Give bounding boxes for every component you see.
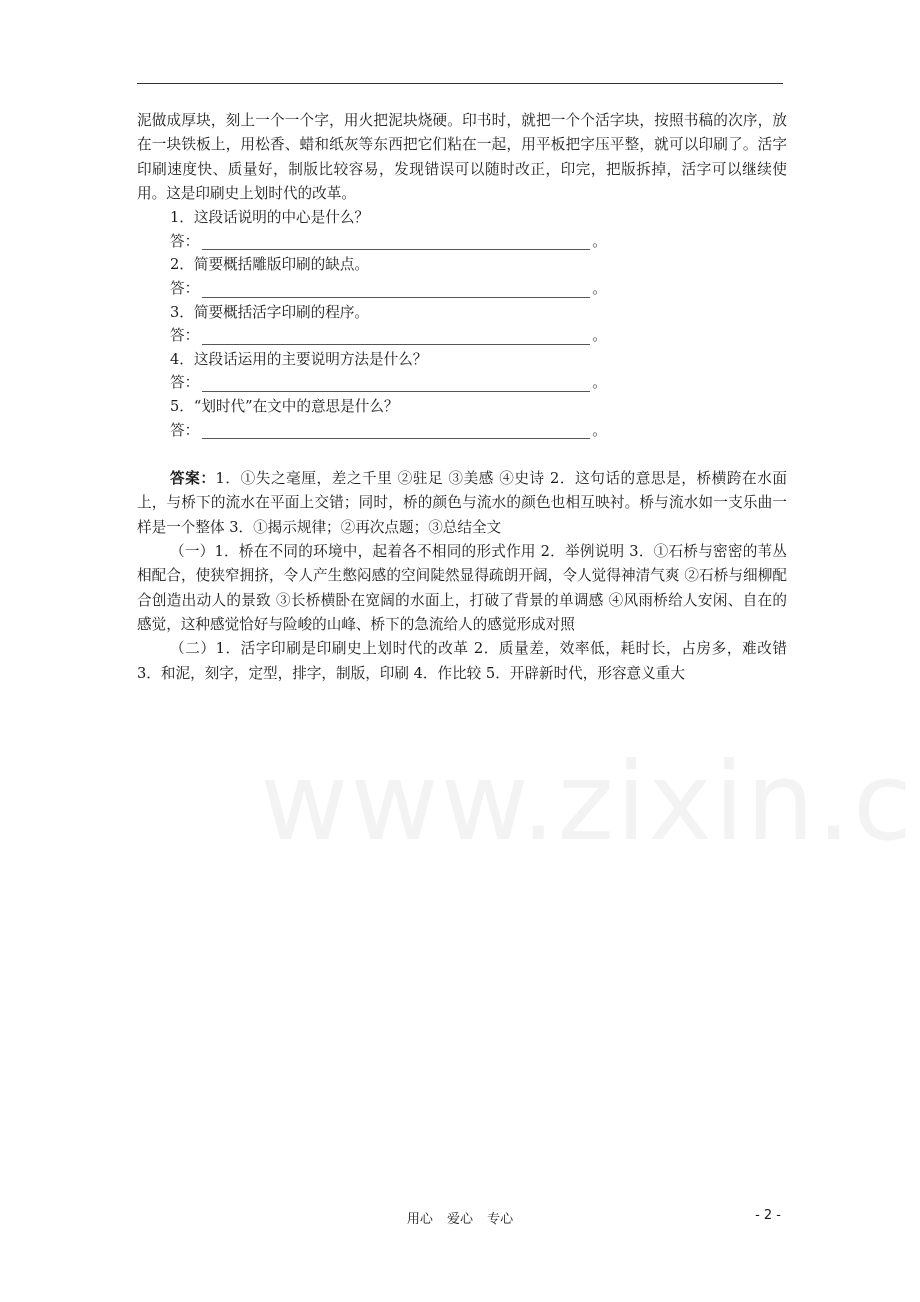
answer-suffix: 。 [592, 327, 607, 345]
answer-suffix: 。 [592, 374, 607, 392]
watermark [260, 740, 920, 865]
answer-prefix: 答： [170, 327, 200, 345]
question-3: 3．简要概括活字印刷的程序。 [170, 303, 370, 321]
page-content [137, 109, 787, 686]
answer-prefix: 答： [170, 279, 200, 297]
answer-key [137, 467, 787, 686]
answer-key-label: 答案： [170, 470, 216, 488]
passage-text: 泥做成厚块，刻上一个一个字，用火把泥块烧硬。印书时，就把一个个活字块，按照书稿的次序，放在一块铁板上，用松香、蜡和纸灰等东西把它们粘在一起，用平板把字压平整，就可以印刷了。活字印刷速度快、质量好，制版比较容易，发现错误可以随时改正，印完，把版拆掉，活字可以继续使用。这是印刷史上划时代的改革。 [137, 112, 787, 202]
answer-key-part-2: （一）1．桥在不同的环境中，起着各不相同的形式作用 2．举例说明 3．①石桥与密密的苇丛相配合，使狭窄拥挤，令人产生憋闷感的空间陡然显得疏朗开阔，令人觉得神清气爽 ②石桥与细柳配合创造出动人的景致 ③长桥横卧在宽阔的水面上，打破了背景的单调感 ④风雨桥给人安闲、自在的感觉，这种感觉恰好与险峻的山峰、桥下的急流给人的感觉形成对照 [137, 543, 787, 633]
answer-key-part-1 [137, 467, 787, 540]
question-5: 5．“划时代”在文中的意思是什么？ [170, 397, 399, 415]
answer-prefix: 答： [170, 232, 200, 250]
answer-suffix: 。 [592, 232, 607, 250]
question-1: 1．这段话说明的中心是什么？ [170, 209, 370, 227]
question-list [137, 206, 787, 442]
question-4: 4．这段话运用的主要说明方法是什么？ [170, 350, 428, 368]
answer-key-part-3: （二）1．活字印刷是印刷史上划时代的改革 2．质量差，效率低，耗时长，占房多，难改错 3．和泥，刻字，定型，排字，制版，印刷 4．作比较 5．开辟新时代，形容意义重大 [137, 640, 787, 682]
answer-blank-4[interactable] [202, 375, 590, 392]
footer-motto: 用心 爱心 专心 [406, 1212, 514, 1227]
answer-line-4 [137, 371, 787, 395]
answer-blank-1[interactable] [202, 233, 590, 250]
answer-line-3 [137, 324, 787, 348]
answer-line-1 [137, 230, 787, 254]
answer-prefix: 答： [170, 374, 200, 392]
page-number: - 2 - [755, 1208, 781, 1223]
answer-prefix: 答： [170, 421, 200, 439]
answer-key-text-1: 1．①失之毫厘，差之千里 ②驻足 ③美感 ④史诗 2．这句话的意思是，桥横跨在水面上，与桥下的流水在平面上交错；同时，桥的颜色与流水的颜色也相互映衬。桥与流水如一支乐曲一样是一个整体 3．①揭示规律；②再次点题；③总结全文 [137, 470, 787, 536]
answer-line-2 [137, 277, 787, 301]
answer-blank-2[interactable] [202, 281, 590, 298]
answer-blank-5[interactable] [202, 422, 590, 439]
answer-suffix: 。 [592, 279, 607, 297]
answer-blank-3[interactable] [202, 328, 590, 345]
answer-suffix: 。 [592, 421, 607, 439]
answer-line-5 [137, 419, 787, 443]
question-2: 2．简要概括雕版印刷的缺点。 [170, 256, 370, 274]
header-rule [137, 83, 783, 84]
